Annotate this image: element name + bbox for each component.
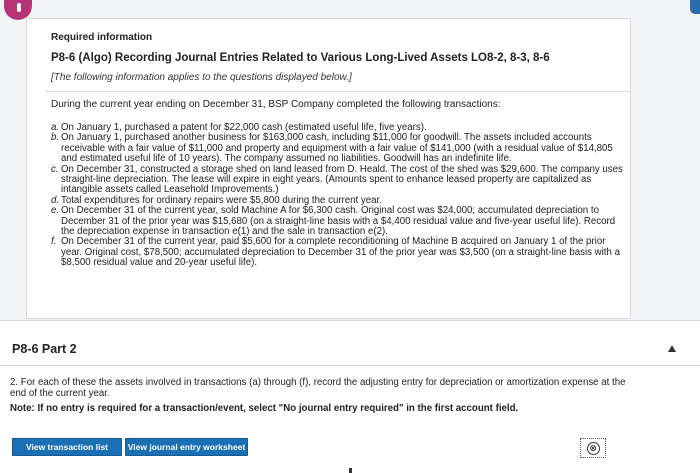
transactions-intro: During the current year ending on December 31, BSP Company completed the following transactions: <box>51 99 501 110</box>
scroll-indicator <box>349 468 352 473</box>
part-title: P8-6 Part 2 <box>12 342 77 356</box>
transaction-item: d. Total expenditures for ordinary repairs were $5,800 during the current year. <box>51 194 382 206</box>
collapse-icon[interactable] <box>668 345 676 352</box>
alert-badge <box>4 0 32 20</box>
required-information-label: Required information <box>51 32 153 43</box>
divider <box>0 365 700 366</box>
view-journal-worksheet-button[interactable]: View journal entry worksheet <box>125 438 248 456</box>
part-2-section <box>0 320 700 473</box>
problem-title: P8-6 (Algo) Recording Journal Entries Related to Various Long-Lived Assets LO8-2, 8-3, 8-6 <box>51 52 550 64</box>
note-text: Note: If no entry is required for a transaction/event, select "No journal entry required" in the first account field. <box>10 403 519 414</box>
transaction-item: b. On January 1, purchased another business for $163,000 cash, including $11,000 for goodwill. The assets included accounts receivable with a fair value of $11,000 and property and equipment with a fair value of $141,000 (with a residual value of $14,805 and estimated useful life of 10 years). The company assumed no liabilities. Goodwill has an indefinite life. <box>51 132 613 165</box>
transaction-item: f. On December 31 of the current year, paid $5,600 for a complete reconditioning of Machine B acquired on January 1 of the prior year. Original cost, $78,500; accumulated depreciation to December 31 of the prior year was $3,500 (on a straight-line basis with a $8,500 residual value and 20-year useful life). <box>51 236 620 269</box>
required-information-card <box>26 18 631 319</box>
transaction-item: a. On January 1, purchased a patent for $22,000 cash (estimated useful life, five years). <box>51 122 427 133</box>
alert-icon <box>17 3 21 12</box>
transactions-panel <box>45 91 631 320</box>
view-transaction-list-button[interactable]: View transaction list <box>12 438 122 456</box>
question-text: 2. For each of these the assets involved in transactions (a) through (f), record the adjusting entry for depreciation or amortization expense at the end of the current year. <box>10 377 626 399</box>
transaction-item: c. On December 31, constructed a storage shed on land leased from D. Heald. The cost of the shed was $29,600. The company uses straight-line depreciation. The lease will expire in eight years. (Amounts spent to enhance leased property are capitalized as intangible assets called Leasehold Improvements.) <box>51 163 623 196</box>
close-button[interactable] <box>580 438 606 458</box>
scroll-up-icon[interactable] <box>690 0 700 14</box>
transaction-item: e. On December 31 of the current year, sold Machine A for $6,300 cash. Original cost was $24,000; accumulated depreciation to December 31 of the prior year was $15,680 (on a straight-line basis with a $4,400 residual value and five-year useful life). Record the depreciation expense in transaction e(1) and the sale in transaction e(2). <box>51 205 616 238</box>
transactions-list <box>51 123 629 269</box>
applies-note: [The following information applies to the questions displayed below.] <box>51 72 352 83</box>
close-circle-icon: ⊗ <box>587 442 600 455</box>
